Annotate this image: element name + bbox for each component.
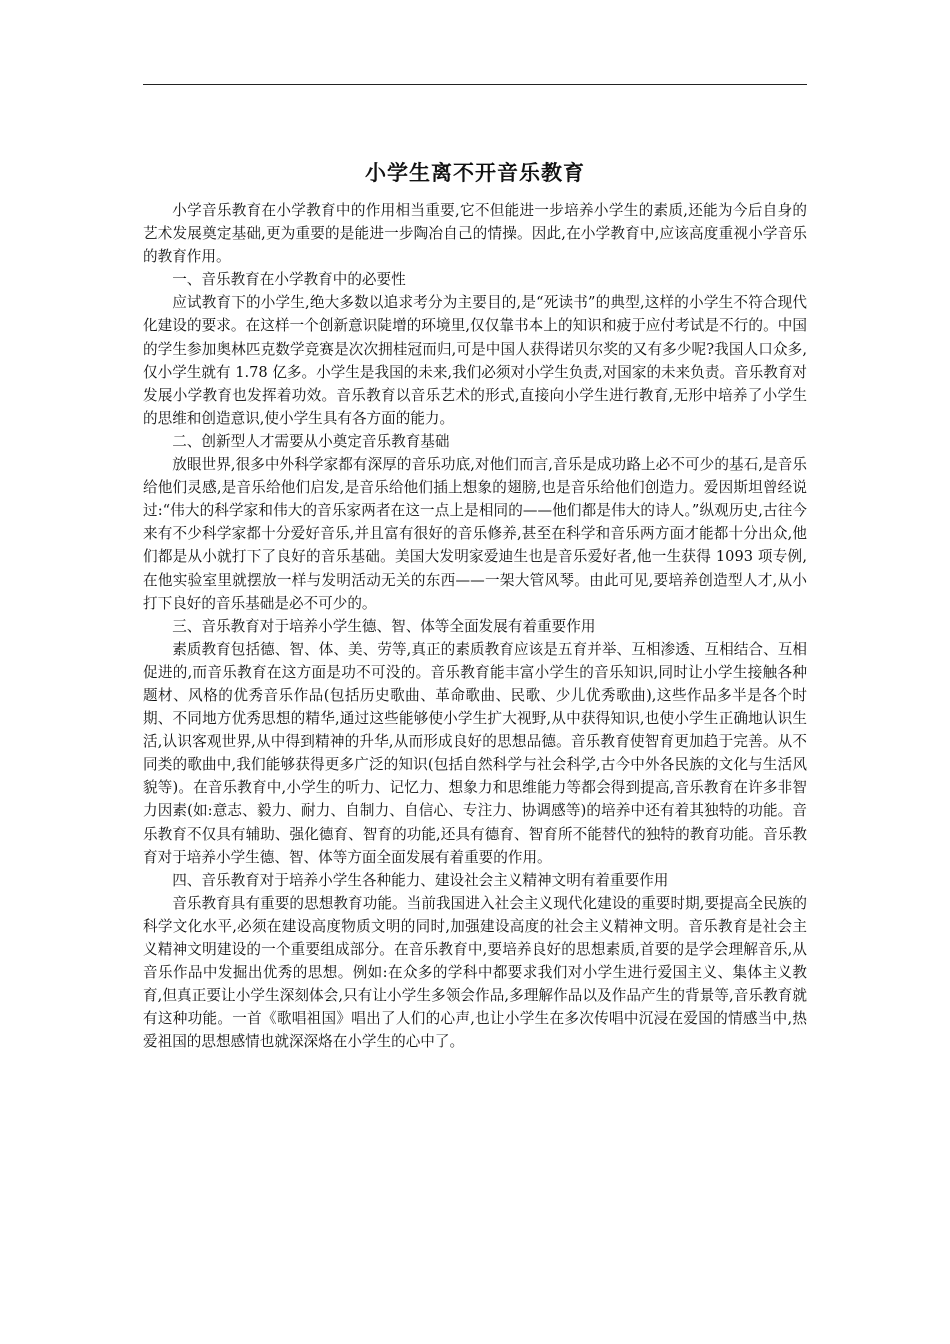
- section-1-heading: 一、音乐教育在小学教育中的必要性: [172, 271, 406, 289]
- section-1-body: 应试教育下的小学生,绝大多数以追求考分为主要目的,是“死读书”的典型,这样的小学生不符合现代化建设的要求。在这样一个创新意识陡增的环境里,仅仅靠书本上的知识和疲于应付考试是不行的。中国的学生参加奥林匹克数学竞赛是次次拥桂冠而归,可是中国人获得诺贝尔奖的又有多少呢?我国人口众多,仅小学生就有 1.78 亿多。小学生是我国的未来,我们必须对小学生负责,对国家的未来负责。音乐教育对发展小学教育也发挥着功效。音乐教育以音乐艺术的形式,直接向小学生进行教育,无形中培养了小学生的思维和创造意识,使小学生具有各方面的能力。: [143, 294, 807, 427]
- intro-paragraph: 小学音乐教育在小学教育中的作用相当重要,它不但能进一步培养小学生的素质,还能为今后自身的艺术发展奠定基础,更为重要的是能进一步陶冶自己的情操。因此,在小学教育中,应该高度重视小学音乐的教育作用。: [143, 202, 807, 266]
- document-title: 小学生离不开音乐教育: [365, 161, 585, 185]
- section-4-body: 音乐教育具有重要的思想教育功能。当前我国进入社会主义现代化建设的重要时期,要提高全民族的科学文化水平,必须在建设高度物质文明的同时,加强建设高度的社会主义精神文明。音乐教育是社会主义精神文明建设的一个重要组成部分。在音乐教育中,要培养良好的思想素质,首要的是学会理解音乐,从音乐作品中发掘出优秀的思想。例如:在众多的学科中都要求我们对小学生进行爱国主义、集体主义教育,但真正要让小学生深刻体会,只有让小学生多领会作品,多理解作品以及作品产生的背景等,音乐教育就有这种功能。一首《歌唱祖国》唱出了人们的心声,也让小学生在多次传唱中沉浸在爱国的情感当中,热爱祖国的思想感情也就深深烙在小学生的心中了。: [143, 894, 807, 1051]
- section-2-body: 放眼世界,很多中外科学家都有深厚的音乐功底,对他们而言,音乐是成功路上必不可少的基石,是音乐给他们灵感,是音乐给他们启发,是音乐给他们插上想象的翅膀,也是音乐给他们创造力。爱因斯坦曾经说过:“伟大的科学家和伟大的音乐家两者在这一点上是相同的——他们都是伟大的诗人。”纵观历史,古往今来有不少科学家都十分爱好音乐,并且富有很好的音乐修养,甚至在科学和音乐两方面才能都十分出众,他们都是从小就打下了良好的音乐基础。美国大发明家爱迪生也是音乐爱好者,他一生获得 1093 项专例,在他实验室里就摆放一样与发明活动无关的东西——一架大管风琴。由此可见,要培养创造型人才,从小打下良好的音乐基础是必不可少的。: [143, 456, 807, 612]
- section-3-body: 素质教育包括德、智、体、美、劳等,真正的素质教育应该是五育并举、互相渗透、互相结合、互相促进的,而音乐教育在这方面是功不可没的。音乐教育能丰富小学生的音乐知识,同时让小学生接触各种题材、风格的优秀音乐作品(包括历史歌曲、革命歌曲、民歌、少儿优秀歌曲),这些作品多半是各个时期、不同地方优秀思想的精华,通过这些能够使小学生扩大视野,从中获得知识,也使小学生正确地认识生活,认识客观世界,从中得到精神的升华,从而形成良好的思想品德。音乐教育使智育更加趋于完善。从不同类的歌曲中,我们能够获得更多广泛的知识(包括自然科学与社会科学,古今中外各民族的文化与生活风貌等)。在音乐教育中,小学生的听力、记忆力、想象力和思维能力等都会得到提高,音乐教育在许多非智力因素(如:意志、毅力、耐力、自制力、自信心、专注力、协调感等)的培养中还有着其独特的功能。音乐教育不仅具有辅助、强化德育、智育的功能,还具有德育、智育所不能替代的独特的教育功能。音乐教育对于培养小学生德、智、体等方面全面发展有着重要的作用。: [143, 640, 807, 866]
- section-3-heading: 三、音乐教育对于培养小学生德、智、体等全面发展有着重要作用: [172, 617, 596, 635]
- header-rule: [143, 84, 807, 85]
- section-4-heading: 四、音乐教育对于培养小学生各种能力、建设社会主义精神文明有着重要作用: [172, 871, 669, 889]
- document-body: [143, 199, 807, 1053]
- section-2-heading: 二、创新型人才需要从小奠定音乐教育基础: [172, 432, 450, 450]
